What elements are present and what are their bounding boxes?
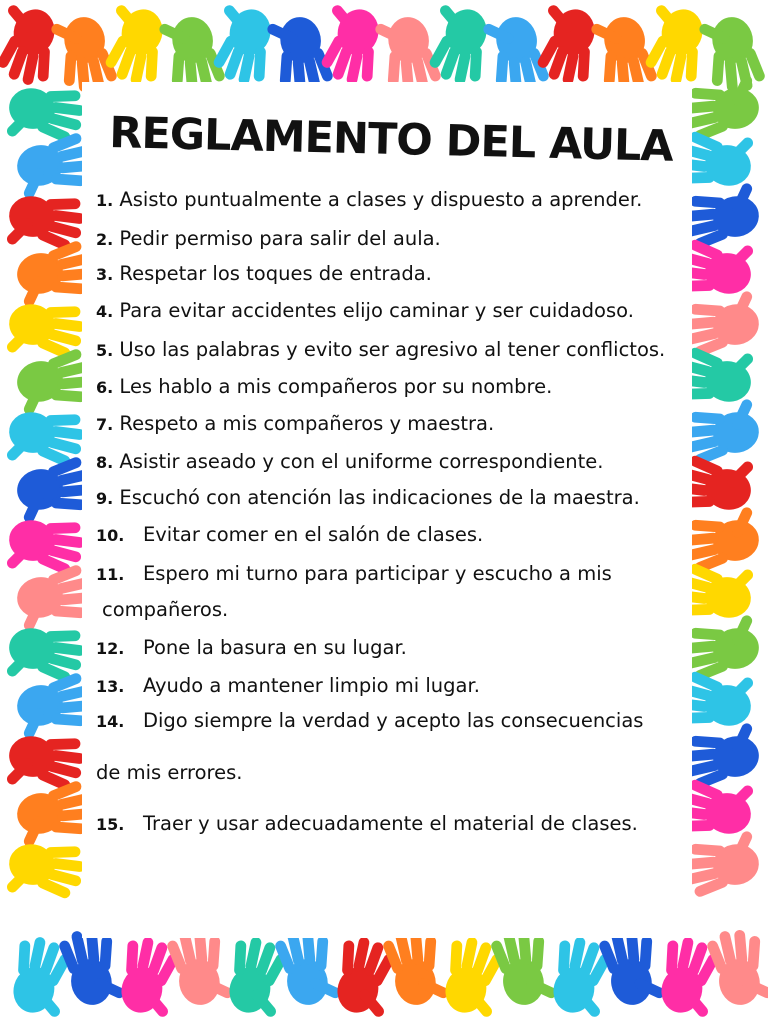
rule-item: [96, 486, 640, 509]
rule-number: 4.: [96, 302, 114, 321]
rule-number: 1.: [96, 191, 114, 210]
rule-text: Asistir aseado y con el uniforme correspondiente.: [113, 450, 604, 473]
rule-item: [96, 523, 483, 546]
rule-number: 11.: [96, 565, 125, 584]
rule-item: [96, 188, 642, 211]
rule-number: 13.: [96, 677, 125, 696]
rule-number: 8.: [96, 453, 114, 472]
rule-item: [96, 562, 612, 585]
rule-text: Para evitar accidentes elijo caminar y ser cuidadoso.: [113, 299, 634, 322]
rule-text: Uso las palabras y evito ser agresivo al tener conflictos.: [113, 338, 666, 361]
rule-number: 15.: [96, 815, 125, 834]
rule-text: Respeto a mis compañeros y maestra.: [113, 412, 495, 435]
rule-item: [96, 375, 552, 398]
rule-item: [96, 674, 480, 697]
rule-text: Digo siempre la verdad y acepto las consecuencias: [124, 709, 644, 732]
rule-text: Espero mi turno para participar y escucho a mis: [124, 562, 612, 585]
rule-text: Pone la basura en su lugar.: [124, 636, 407, 659]
rule-continuation: de mis errores.: [96, 761, 243, 784]
rule-text: Les hablo a mis compañeros por su nombre.: [113, 375, 553, 398]
rule-number: 10.: [96, 526, 125, 545]
rule-item: [96, 299, 634, 322]
rule-number: 7.: [96, 415, 114, 434]
rule-number: 6.: [96, 378, 114, 397]
rule-item: [96, 338, 665, 361]
rule-text: Pedir permiso para salir del aula.: [113, 227, 441, 250]
rule-text: Respetar los toques de entrada.: [113, 262, 432, 285]
rule-item: [96, 412, 494, 435]
rule-text: Evitar comer en el salón de clases.: [124, 523, 484, 546]
rule-number: 2.: [96, 230, 114, 249]
rule-number: 14.: [96, 712, 125, 731]
rule-text: Asisto puntualmente a clases y dispuesto a aprender.: [113, 188, 643, 211]
rule-item: [96, 709, 643, 732]
rule-text: Ayudo a mantener limpio mi lugar.: [124, 674, 480, 697]
rule-number: 9.: [96, 489, 114, 508]
rule-continuation: compañeros.: [102, 598, 229, 621]
handprint-icon: [696, 13, 768, 98]
rule-text: Escuchó con atención las indicaciones de la maestra.: [113, 486, 640, 509]
rule-item: [96, 227, 441, 250]
rule-number: 3.: [96, 265, 114, 284]
rule-number: 12.: [96, 639, 125, 658]
rule-item: [96, 450, 603, 473]
rule-item: [96, 636, 407, 659]
rule-item: [96, 262, 432, 285]
handprint-icon: [4, 834, 89, 906]
rule-item: [96, 812, 638, 835]
rule-number: 5.: [96, 341, 114, 360]
handprint-icon: [0, 1, 66, 90]
page-title: REGLAMENTO DEL AULA: [108, 108, 674, 172]
rule-text: Traer y usar adecuadamente el material de clases.: [124, 812, 638, 835]
